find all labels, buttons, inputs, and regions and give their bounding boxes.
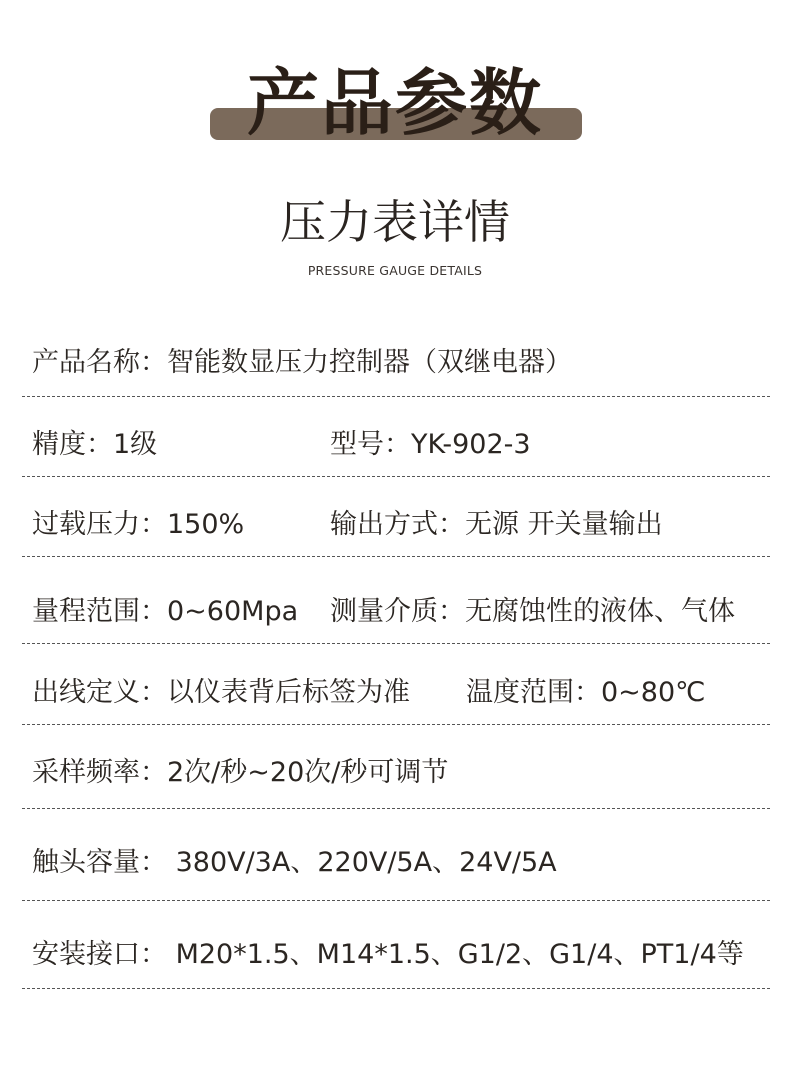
page-subtitle: PRESSURE GAUGE DETAILS — [307, 263, 483, 278]
product-params-banner — [0, 60, 790, 150]
spec-precision: 精度：1级 — [32, 429, 158, 460]
spec-row-precision-model — [0, 425, 790, 465]
row-divider — [22, 643, 770, 644]
spec-overload-pressure: 过载压力：150% — [32, 509, 245, 540]
spec-row-overload-output — [0, 505, 790, 545]
spec-contact-capacity: 触头容量： 380V/3A、220V/5A、24V/5A — [32, 847, 557, 878]
spec-product-name: 产品名称：智能数显压力控制器（双继电器） — [32, 347, 572, 378]
row-divider — [22, 396, 770, 397]
spec-temperature-range: 温度范围：0~80℃ — [466, 677, 706, 708]
row-divider — [22, 988, 770, 989]
spec-wiring-definition: 出线定义：以仪表背后标签为准 — [32, 677, 410, 708]
spec-row-contact-capacity — [0, 843, 790, 883]
spec-output-mode: 输出方式：无源 开关量输出 — [330, 509, 663, 540]
spec-sampling-frequency: 采样频率：2次/秒~20次/秒可调节 — [32, 757, 449, 788]
spec-row-wiring-temperature — [0, 673, 790, 713]
spec-row-range-medium — [0, 592, 790, 632]
spec-measuring-medium: 测量介质：无腐蚀性的液体、气体 — [330, 596, 735, 627]
row-divider — [22, 724, 770, 725]
spec-row-mounting-interface — [0, 935, 790, 975]
row-divider — [22, 808, 770, 809]
banner-title: 产品参数 — [246, 61, 543, 145]
spec-row-sampling-frequency — [0, 753, 790, 793]
row-divider — [22, 556, 770, 557]
spec-row-product-name — [0, 343, 790, 383]
row-divider — [22, 476, 770, 477]
page-title: 压力表详情 — [280, 195, 510, 249]
spec-mounting-interface: 安装接口： M20*1.5、M14*1.5、G1/2、G1/4、PT1/4等 — [32, 939, 744, 970]
spec-measuring-range: 量程范围：0~60Mpa — [32, 596, 299, 627]
row-divider — [22, 900, 770, 901]
spec-model: 型号：YK-902-3 — [330, 429, 531, 460]
